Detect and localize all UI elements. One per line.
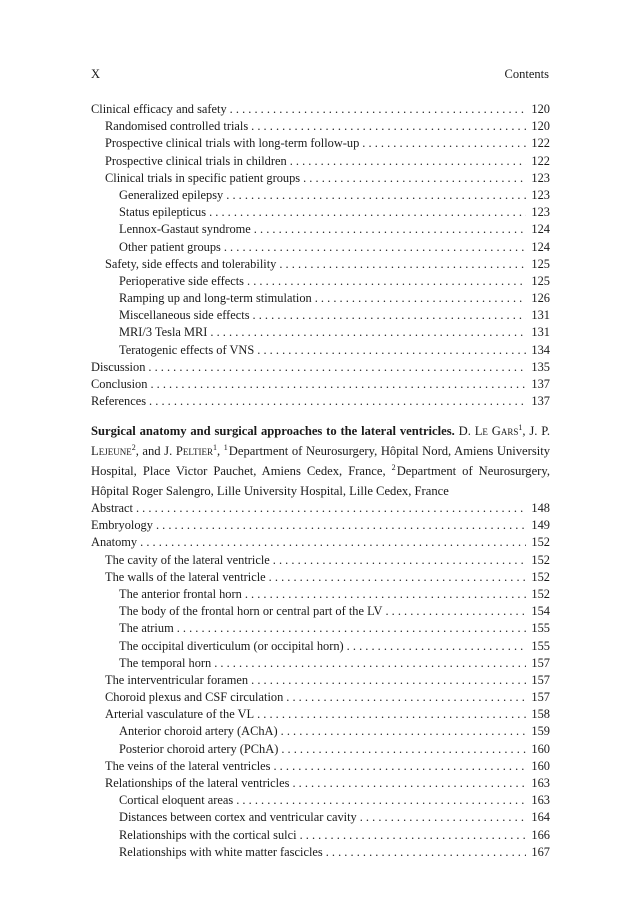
toc-entry-label: Lennox-Gastaut syndrome	[119, 222, 251, 237]
toc-entry-label: Relationships with white matter fascicles	[119, 844, 323, 859]
toc-entry-page: 152	[531, 535, 550, 550]
toc-entry-page: 124	[531, 222, 550, 237]
dot-leader	[251, 118, 526, 135]
toc-entry[interactable]	[91, 517, 550, 534]
page-number-roman: X	[91, 67, 101, 81]
author-1: D. Le Gars$^1$,	[458, 422, 526, 438]
toc-entry-page: 155	[531, 621, 550, 636]
dot-leader	[251, 672, 526, 689]
dot-leader	[210, 324, 526, 341]
toc-entry[interactable]	[91, 603, 550, 620]
toc-entry[interactable]	[91, 393, 550, 410]
toc-entry-page: 163	[531, 793, 550, 808]
dot-leader	[148, 359, 526, 376]
toc-entry-page: 167	[531, 844, 550, 859]
toc-entry[interactable]	[91, 689, 550, 706]
toc-entry-label: Distances between cortex and ventricular cavity	[119, 810, 357, 825]
toc-entry-page: 158	[531, 707, 550, 722]
toc-entry-label: The walls of the lateral ventricle	[105, 569, 266, 584]
dot-leader	[149, 393, 526, 410]
dot-leader	[209, 204, 526, 221]
toc-entry-page: 120	[531, 102, 550, 116]
dot-leader	[177, 620, 526, 637]
toc-entry-page: 135	[531, 359, 550, 374]
toc-entry[interactable]	[91, 324, 550, 341]
toc-entry-label: Clinical trials in specific patient groups	[105, 170, 301, 185]
toc-entry-label: Anatomy	[91, 535, 138, 550]
toc-entry[interactable]	[91, 135, 550, 152]
toc-entry-label: The atrium	[119, 621, 174, 636]
toc-entry-page: 166	[531, 827, 550, 842]
chapter-entry: Surgical anatomy and surgical approaches to the lateral ventricles. D. Le Gars$^1$, J. P. Lejeune$^2$, and J. Peltier$^1$, $^1$ Department of Neurosurgery, Hôpital Nord, Amiens University Hospital, Place Victor Pauchet, Amiens Cedex, France, $^2$ Department of Neurosurgery, Hôpital Roger Salengro, Lille University Hospital, Lille Cedex, France	[91, 422, 551, 498]
toc-entry[interactable]	[91, 376, 550, 393]
dot-leader	[303, 170, 526, 187]
toc-section-vns	[91, 101, 550, 410]
toc-entry-page: 160	[531, 758, 550, 773]
toc-entry-page: 154	[531, 604, 550, 619]
toc-entry[interactable]	[91, 187, 550, 204]
toc-entry-label: Relationships with the cortical sulci	[119, 827, 297, 842]
dot-leader	[247, 273, 526, 290]
author-3: Peltier	[175, 444, 213, 458]
toc-entry[interactable]	[91, 101, 550, 118]
toc-entry-page: 155	[531, 638, 550, 653]
dot-leader	[315, 290, 526, 307]
toc-entry-page: 120	[531, 119, 550, 134]
dot-leader	[226, 187, 526, 204]
toc-entry-label: The interventricular foramen	[105, 672, 249, 687]
toc-entry[interactable]	[91, 170, 550, 187]
toc-entry-label: Safety, side effects and tolerability	[105, 256, 277, 271]
toc-entry-label: Discussion	[91, 359, 146, 374]
toc-entry-label: Abstract	[91, 501, 133, 515]
dot-leader	[385, 603, 526, 620]
toc-entry[interactable]	[91, 586, 550, 603]
toc-entry[interactable]	[91, 638, 550, 655]
toc-entry[interactable]	[91, 273, 550, 290]
dot-leader	[286, 689, 526, 706]
toc-entry-page: 159	[531, 724, 550, 739]
toc-entry-label: Conclusion	[91, 377, 148, 391]
toc-entry[interactable]	[91, 844, 550, 861]
dot-leader	[150, 376, 526, 393]
toc-entry[interactable]	[91, 534, 550, 551]
toc-entry-page: 157	[531, 655, 550, 670]
toc-entry[interactable]	[91, 723, 550, 740]
toc-entry-page: 125	[531, 273, 550, 288]
dot-leader	[257, 342, 526, 359]
dot-leader	[300, 827, 526, 844]
dot-leader	[257, 706, 526, 723]
dot-leader	[326, 844, 526, 861]
toc-entry-label: Generalized epilepsy	[119, 187, 224, 202]
toc-entry-page: 125	[531, 256, 550, 271]
toc-entry[interactable]	[91, 792, 550, 809]
toc-entry-page: 126	[531, 291, 550, 306]
dot-leader	[136, 500, 526, 517]
dot-leader	[273, 552, 526, 569]
toc-entry[interactable]	[91, 758, 550, 775]
toc-entry-label: Posterior choroid artery (PChA)	[119, 741, 279, 756]
toc-entry-label: Prospective clinical trials with long-term follow-up	[105, 136, 360, 151]
affiliation-1: Department of Neurosurgery, Hôpital Nord, Amiens University Hospital, Place Victor Pauchet, Amiens Cedex, France,	[91, 444, 551, 478]
toc-entry[interactable]	[91, 706, 550, 723]
toc-entry-label: The veins of the lateral ventricles	[105, 758, 271, 773]
toc-entry-label: Perioperative side effects	[119, 273, 245, 288]
dot-leader	[269, 569, 526, 586]
dot-leader	[279, 256, 526, 273]
toc-entry[interactable]	[91, 569, 550, 586]
toc-entry-label: The cavity of the lateral ventricle	[105, 552, 270, 567]
toc-entry-page: 164	[531, 810, 550, 825]
toc-entry-page: 131	[531, 308, 550, 323]
dot-leader	[236, 792, 526, 809]
toc-entry-label: MRI/3 Tesla MRI	[119, 325, 208, 340]
toc-entry-page: 149	[531, 518, 550, 533]
toc-entry-page: 152	[531, 586, 550, 601]
dot-leader	[281, 741, 526, 758]
toc-entry[interactable]	[91, 239, 550, 256]
toc-entry-page: 131	[531, 325, 550, 340]
dot-leader	[360, 809, 526, 826]
dot-leader	[290, 153, 526, 170]
toc-entry[interactable]	[91, 741, 550, 758]
toc-entry[interactable]	[91, 552, 550, 569]
toc-entry-page: 124	[531, 239, 550, 254]
dot-leader	[224, 239, 526, 256]
toc-entry[interactable]	[91, 290, 550, 307]
toc-entry-label: Cortical eloquent areas	[119, 793, 234, 808]
toc-entry-page: 157	[531, 672, 550, 687]
dot-leader	[253, 307, 526, 324]
affiliation-2: Department of Neurosurgery, Hôpital Roger Salengro, Lille University Hospital, Lille Cedex, France	[91, 464, 550, 498]
dot-leader	[140, 534, 526, 551]
dot-leader	[156, 517, 526, 534]
toc-entry-label: The anterior frontal horn	[119, 586, 242, 601]
toc-entry-label: Teratogenic effects of VNS	[119, 342, 255, 357]
toc-entry-page: 152	[531, 552, 550, 567]
toc-entry[interactable]	[91, 221, 550, 238]
toc-entry-page: 163	[531, 776, 550, 790]
toc-entry-page: 122	[531, 136, 550, 151]
toc-entry-page: 137	[531, 394, 550, 409]
toc-entry-label: Arterial vasculature of the VL	[105, 707, 255, 722]
toc-entry-page: 134	[531, 342, 550, 357]
toc-entry[interactable]	[91, 153, 550, 170]
toc-entry-label: Relationships of the lateral ventricles	[105, 776, 290, 790]
dot-leader	[254, 221, 526, 238]
toc-entry-page: 137	[531, 377, 550, 391]
toc-entry[interactable]	[91, 359, 550, 376]
dot-leader	[214, 655, 526, 672]
toc-entry-page: 160	[531, 741, 550, 756]
toc-entry-label: Clinical efficacy and safety	[91, 102, 227, 116]
toc-entry-page: 123	[531, 187, 550, 202]
toc-entry-page: 152	[531, 569, 550, 584]
author-2: J. P. Lejeune$^2$	[91, 424, 550, 458]
toc-entry-label: Miscellaneous side effects	[119, 308, 250, 323]
toc-entry-label: Status epilepticus	[119, 205, 207, 220]
toc-entry-label: The temporal horn	[119, 655, 212, 670]
dot-leader	[362, 135, 526, 152]
toc-entry[interactable]	[91, 672, 550, 689]
chapter-title: Surgical anatomy and surgical approaches to the lateral ventricles.	[91, 424, 455, 438]
toc-entry[interactable]	[91, 118, 550, 135]
toc-entry[interactable]	[91, 827, 550, 844]
toc-entry[interactable]	[91, 500, 550, 517]
toc-entry-label: Choroid plexus and CSF circulation	[105, 690, 284, 705]
toc-entry-page: 157	[531, 690, 550, 705]
dot-leader	[292, 775, 526, 792]
toc-entry-page: 123	[531, 170, 550, 185]
dot-leader	[281, 723, 526, 740]
toc-entry-page: 148	[531, 501, 550, 515]
toc-entry[interactable]	[91, 342, 550, 359]
toc-entry[interactable]	[91, 307, 550, 324]
dot-leader	[347, 638, 526, 655]
toc-entry-label: The occipital diverticulum (or occipital horn)	[119, 638, 344, 653]
toc-entry-page: 123	[531, 205, 550, 220]
toc-entry-label: Other patient groups	[119, 239, 221, 254]
toc-entry[interactable]	[91, 775, 550, 792]
toc-entry-label: Ramping up and long-term stimulation	[119, 291, 312, 306]
toc-entry[interactable]	[91, 204, 550, 221]
toc-entry-page: 122	[531, 153, 550, 168]
toc-entry-label: Anterior choroid artery (AChA)	[119, 724, 278, 739]
toc-entry[interactable]	[91, 655, 550, 672]
toc-entry-label: Randomised controlled trials	[105, 119, 249, 134]
dot-leader	[245, 586, 526, 603]
toc-entry-label: References	[91, 394, 147, 409]
toc-entry[interactable]	[91, 256, 550, 273]
toc-entry-label: Embryology	[91, 518, 153, 533]
dot-leader	[230, 101, 526, 118]
toc-entry[interactable]	[91, 809, 550, 826]
toc-entry-label: The body of the frontal horn or central part of the LV	[119, 604, 383, 619]
running-title: Contents	[504, 67, 549, 81]
running-header	[91, 67, 549, 82]
toc-entry-label: Prospective clinical trials in children	[105, 153, 287, 168]
toc-section-lateral-ventricles	[91, 500, 550, 861]
dot-leader	[273, 758, 526, 775]
toc-entry[interactable]	[91, 620, 550, 637]
